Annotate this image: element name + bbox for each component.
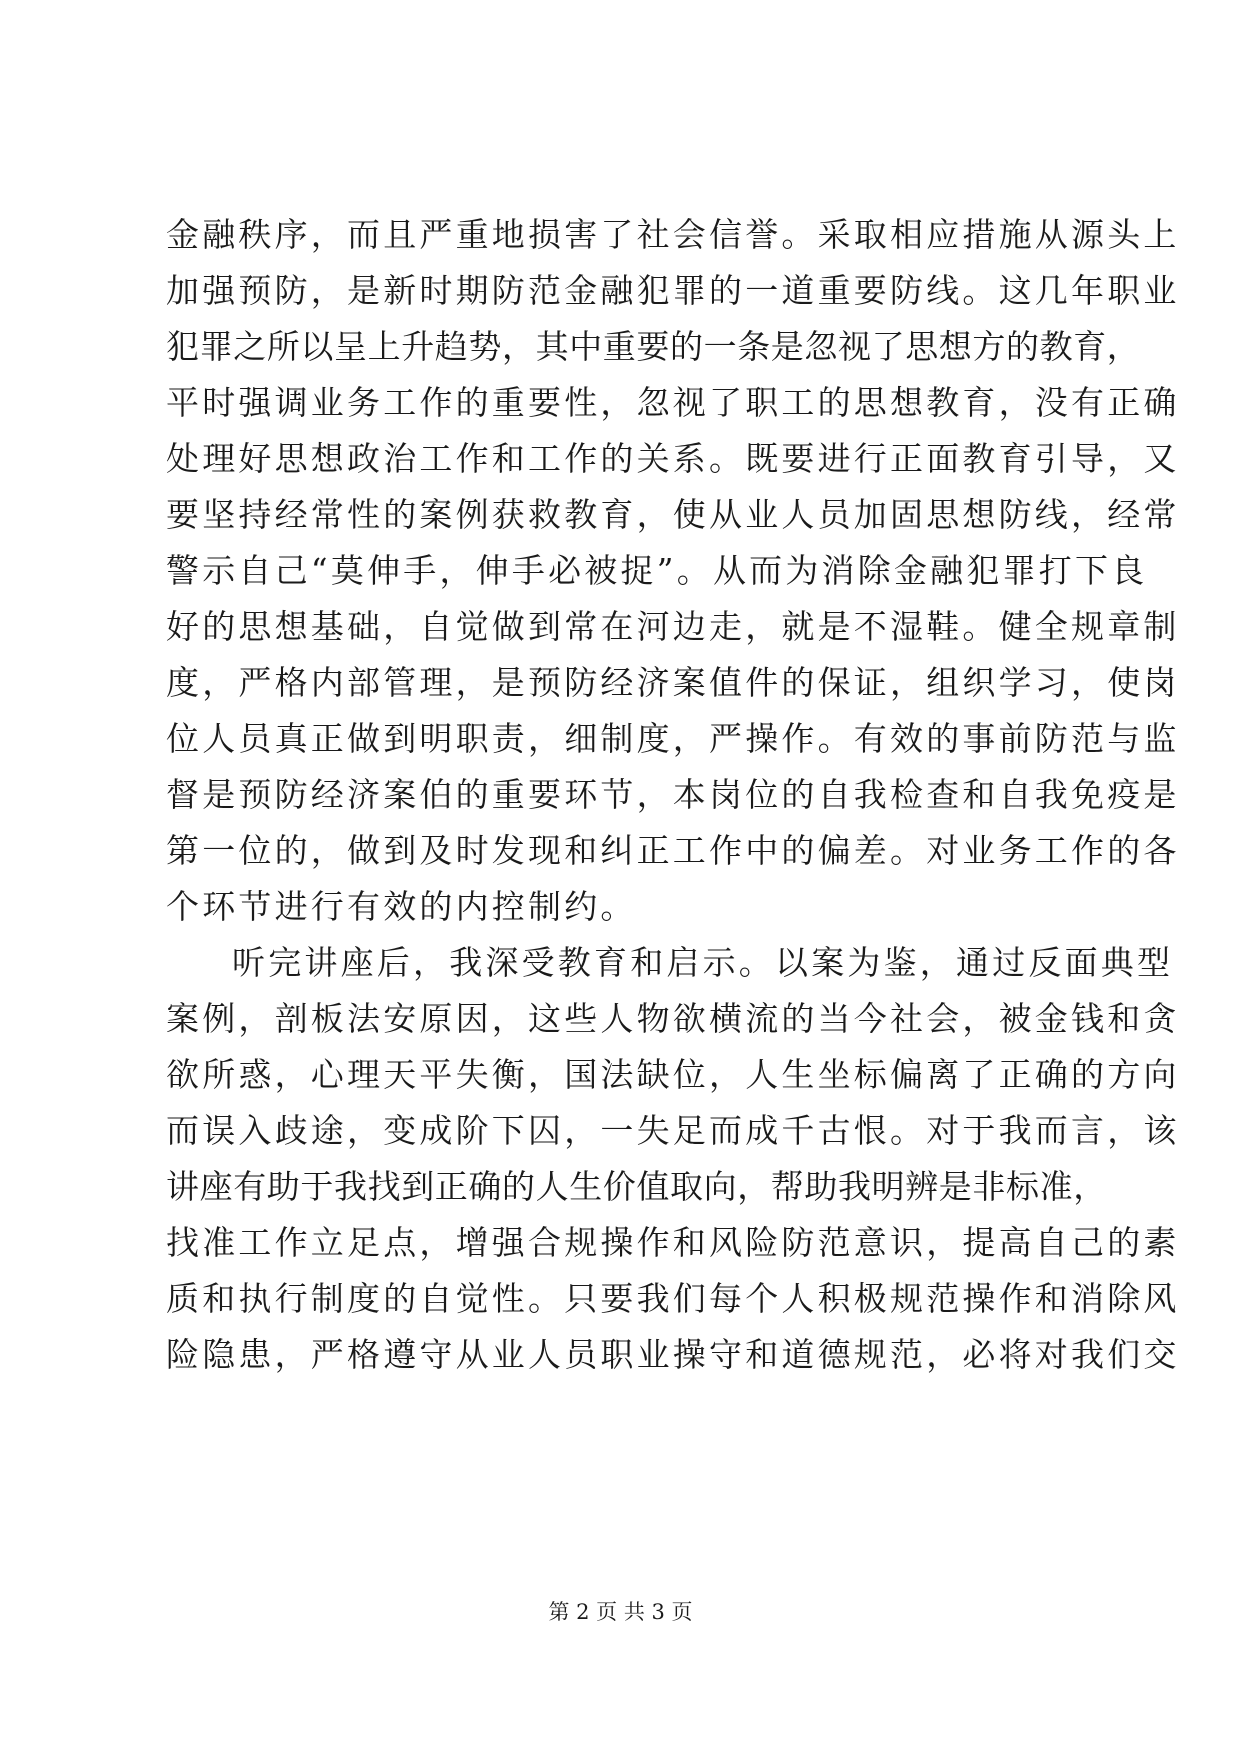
text-line: 个环节进行有效的内控制约。	[166, 887, 637, 926]
text-line: 位人员真正做到明职责，细制度，严操作。有效的事前防范与监	[166, 719, 1180, 758]
text-line: 度，严格内部管理，是预防经济案值件的保证，组织学习，使岗	[166, 663, 1180, 702]
body-text	[166, 207, 1180, 1383]
paragraph-start-line: 听完讲座后，我深受教育和启示。以案为鉴，通过反面典型	[232, 943, 1174, 982]
text-line: 好的思想基础，自觉做到常在河边走，就是不湿鞋。健全规章制	[166, 607, 1180, 646]
text-line: 找准工作立足点，增强合规操作和风险防范意识，提高自己的素	[166, 1223, 1180, 1262]
page-footer: 第 2 页 共 3 页	[548, 1600, 693, 1624]
text-line: 金融秩序，而且严重地损害了社会信誉。采取相应措施从源头上	[166, 215, 1180, 254]
text-line: 平时强调业务工作的重要性，忽视了职工的思想教育，没有正确	[166, 383, 1180, 422]
text-line: 第一位的，做到及时发现和纠正工作中的偏差。对业务工作的各	[166, 831, 1180, 870]
text-line: 险隐患，严格遵守从业人员职业操守和道德规范，必将对我们交	[166, 1335, 1180, 1374]
text-line: 讲座有助于我找到正确的人生价值取向，帮助我明辨是非标准，	[166, 1167, 1107, 1206]
text-line: 警示自己“莫伸手，伸手必被捉”。从而为消除金融犯罪打下良	[166, 551, 1148, 590]
text-line: 案例，剖板法安原因，这些人物欲横流的当今社会，被金钱和贪	[166, 999, 1180, 1038]
text-line: 督是预防经济案伯的重要环节，本岗位的自我检查和自我免疫是	[166, 775, 1180, 814]
text-line: 质和执行制度的自觉性。只要我们每个人积极规范操作和消除风	[166, 1279, 1180, 1318]
text-line: 欲所惑，心理天平失衡，国法缺位，人生坐标偏离了正确的方向	[166, 1055, 1180, 1094]
text-line: 犯罪之所以呈上升趋势，其中重要的一条是忽视了思想方的教育，	[166, 327, 1141, 366]
text-line: 而误入歧途，变成阶下囚，一失足而成千古恨。对于我而言，该	[166, 1111, 1180, 1150]
text-line: 要坚持经常性的案例获救教育，使从业人员加固思想防线，经常	[166, 495, 1180, 534]
text-line: 处理好思想政治工作和工作的关系。既要进行正面教育引导，又	[166, 439, 1180, 478]
text-line: 加强预防，是新时期防范金融犯罪的一道重要防线。这几年职业	[166, 271, 1180, 310]
